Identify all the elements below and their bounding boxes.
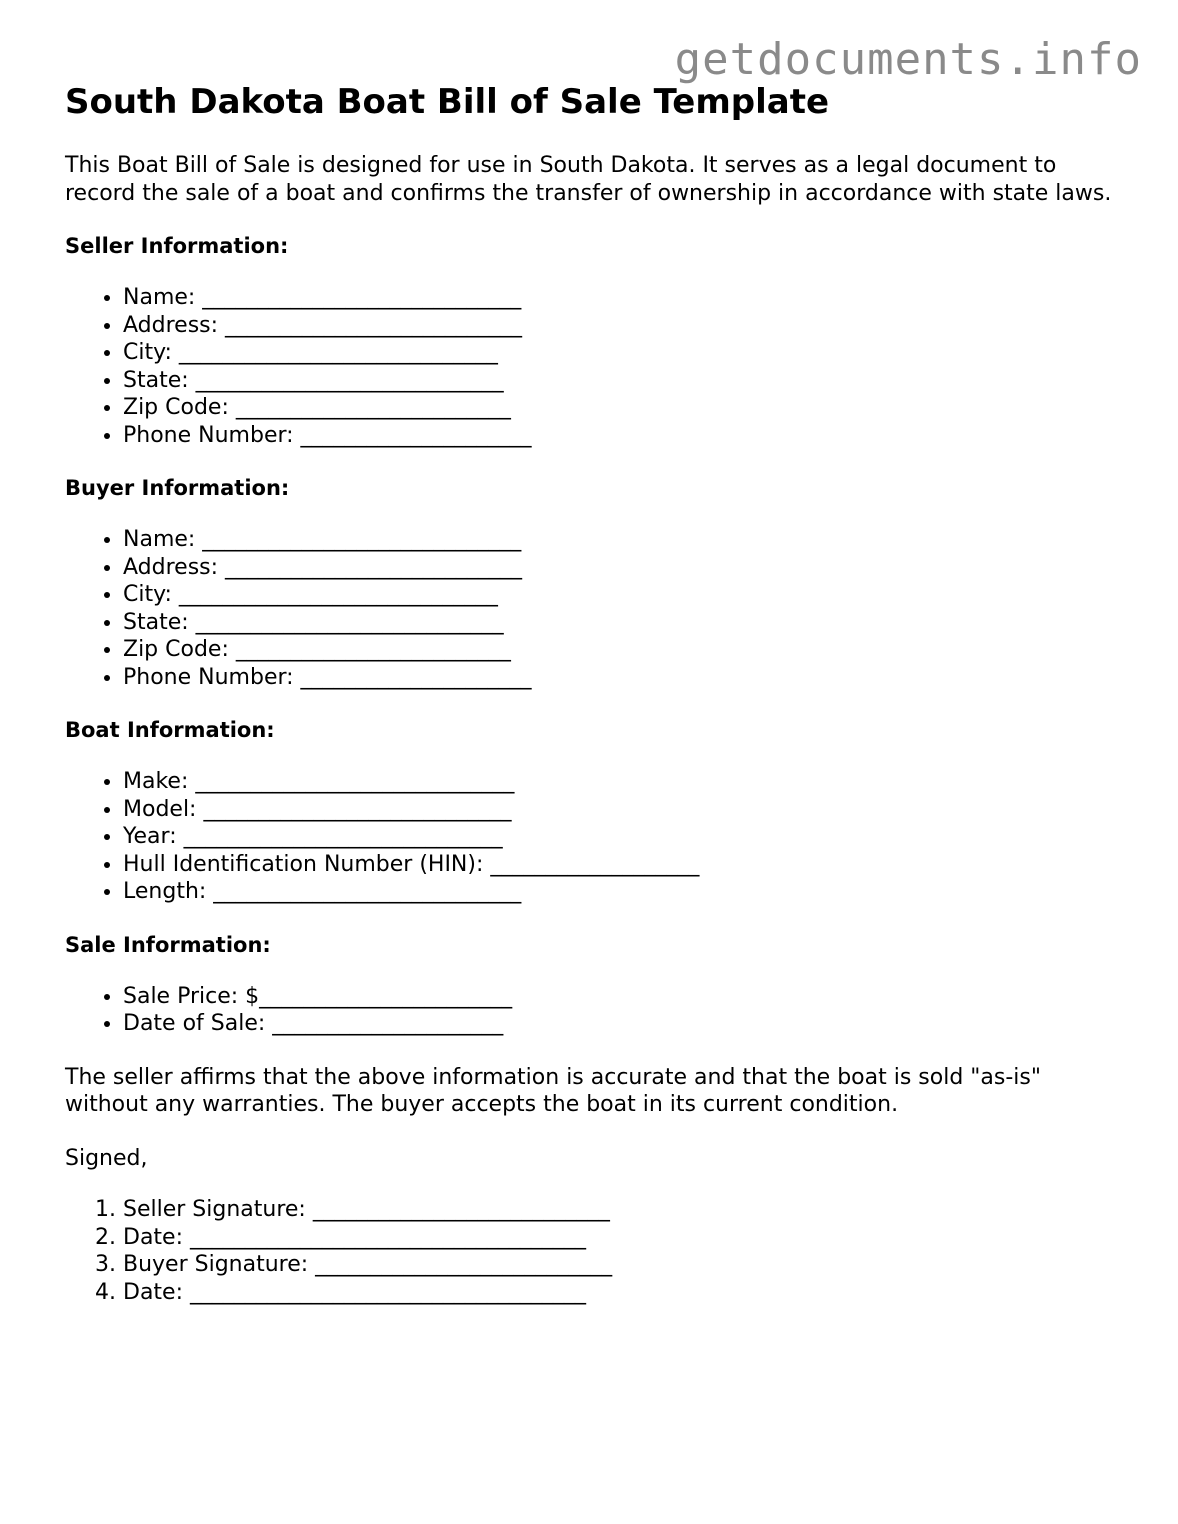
- buyer-zip-field: • Zip Code: _________________________: [123, 636, 1125, 664]
- seller-city-field: • City: _____________________________: [123, 339, 1125, 367]
- signatures-list: [65, 1196, 1125, 1306]
- boat-year-field: • Year: _____________________________: [123, 823, 1125, 851]
- boat-length-field: • Length: ____________________________: [123, 878, 1125, 906]
- seller-signature-line: 1. Seller Signature: ___________________________: [123, 1196, 1125, 1224]
- buyer-date-line: 4. Date: ____________________________________: [123, 1279, 1125, 1307]
- buyer-name-field: • Name: _____________________________: [123, 526, 1125, 554]
- seller-zip-field: • Zip Code: _________________________: [123, 394, 1125, 422]
- boat-section-heading: Boat Information:: [65, 718, 275, 742]
- seller-phone-field: • Phone Number: _____________________: [123, 422, 1125, 450]
- sale-date-field: • Date of Sale: _____________________: [123, 1010, 1125, 1038]
- buyer-city-field: • City: _____________________________: [123, 581, 1125, 609]
- buyer-phone-field: • Phone Number: _____________________: [123, 664, 1125, 692]
- buyer-section-heading: Buyer Information:: [65, 476, 290, 500]
- sale-price-field: • Sale Price: $_______________________: [123, 983, 1125, 1011]
- document-page: [65, 82, 1125, 1306]
- seller-address-field: • Address: ___________________________: [123, 312, 1125, 340]
- seller-state-field: • State: ____________________________: [123, 367, 1125, 395]
- buyer-address-field: • Address: ___________________________: [123, 554, 1125, 582]
- boat-make-field: • Make: _____________________________: [123, 768, 1125, 796]
- boat-fields-list: [65, 768, 1125, 906]
- seller-name-field: • Name: _____________________________: [123, 284, 1125, 312]
- boat-hin-field: • Hull Identification Number (HIN): ___________________: [123, 851, 1125, 879]
- sale-section-heading: Sale Information:: [65, 932, 271, 957]
- buyer-signature-line: 3. Buyer Signature: ___________________________: [123, 1251, 1125, 1279]
- boat-model-field: • Model: ____________________________: [123, 796, 1125, 824]
- seller-section-heading: Seller Information:: [65, 234, 289, 258]
- seller-fields-list: [65, 284, 1125, 449]
- watermark-text: getdocuments.info: [674, 34, 1142, 85]
- seller-date-line: 2. Date: ____________________________________: [123, 1224, 1125, 1252]
- sale-fields-list: [65, 983, 1125, 1038]
- page-title: South Dakota Boat Bill of Sale Template: [65, 82, 830, 122]
- buyer-fields-list: [65, 526, 1125, 691]
- intro-paragraph: This Boat Bill of Sale is designed for use in South Dakota. It serves as a legal document to record the sale of a boat and confirms the transfer of ownership in accordance with state laws.: [65, 153, 1112, 206]
- seller-affirmation-paragraph: The seller affirms that the above information is accurate and that the boat is sold "as-is" without any warranties. The buyer accepts the boat in its current condition.: [65, 1064, 1041, 1117]
- buyer-state-field: • State: ____________________________: [123, 609, 1125, 637]
- signed-label: Signed,: [65, 1145, 148, 1171]
